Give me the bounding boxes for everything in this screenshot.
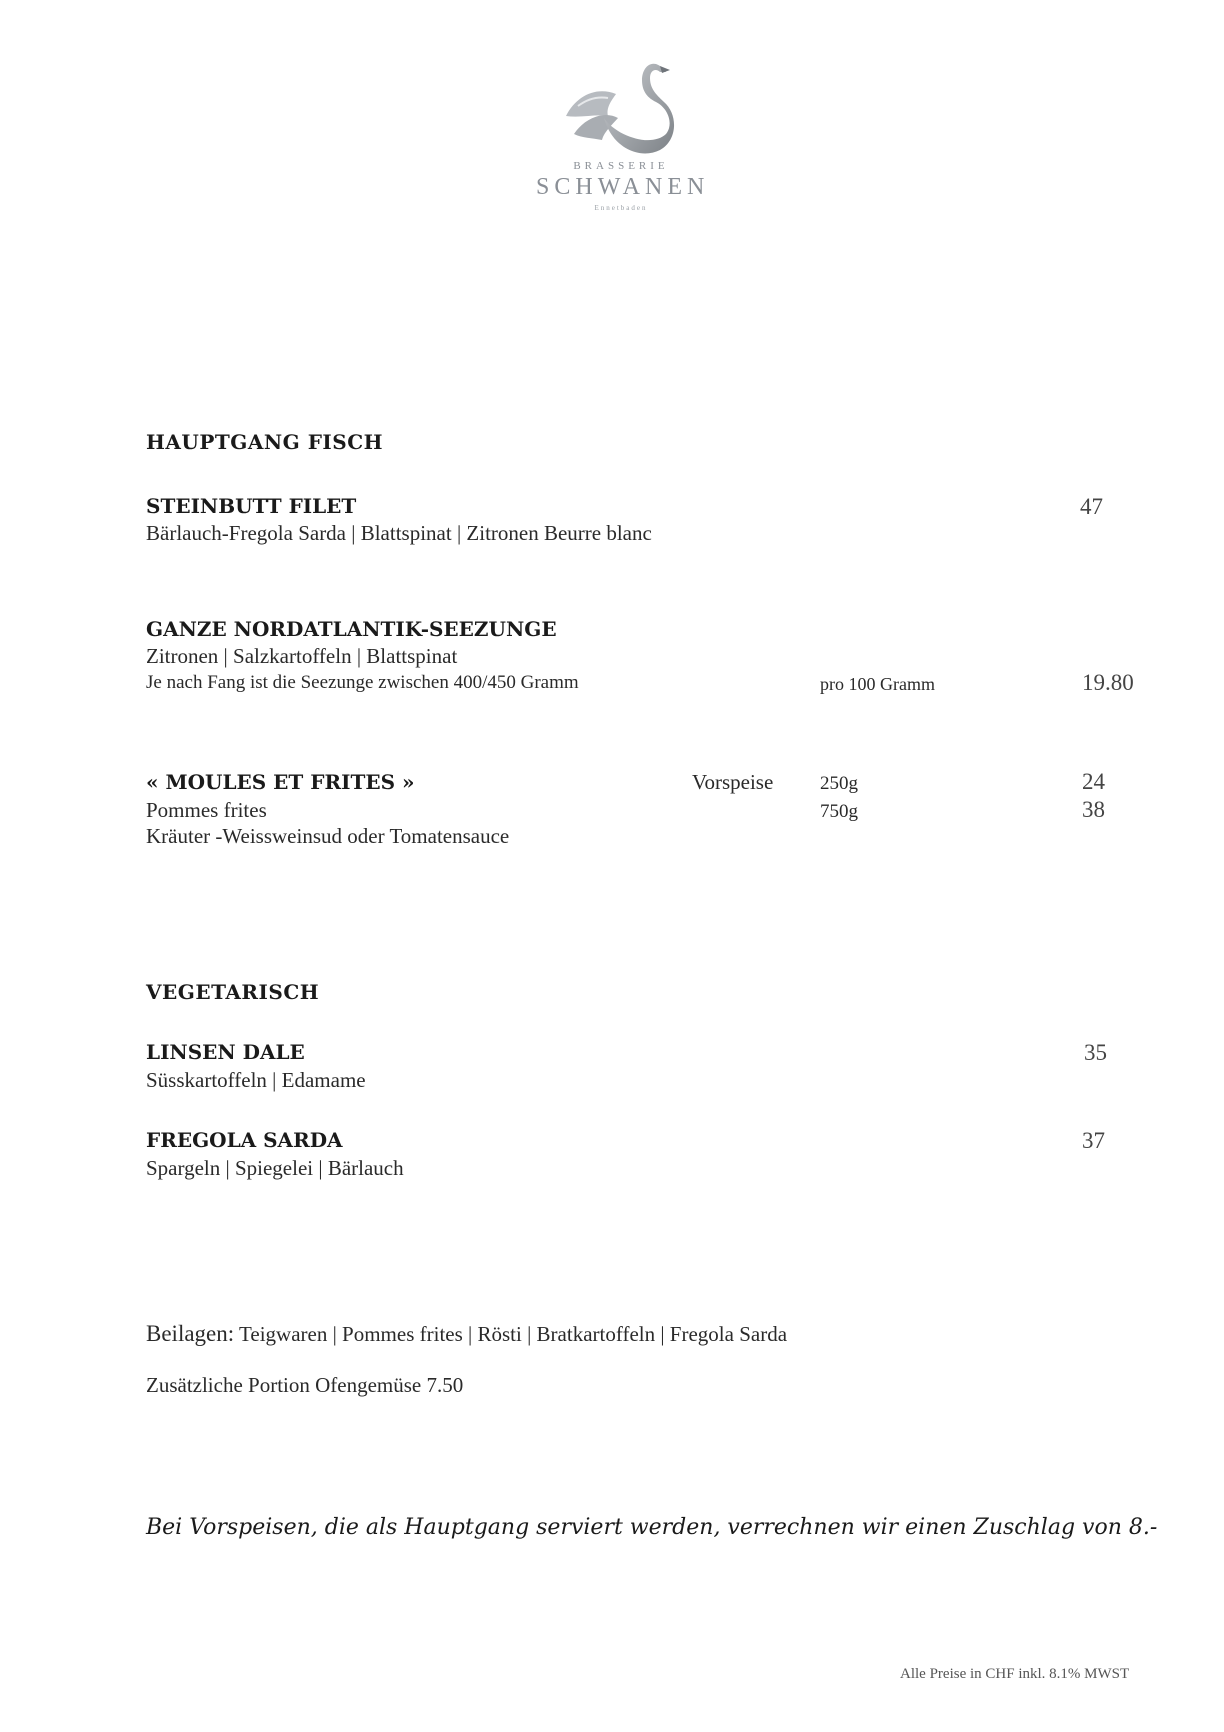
section-title-vegetarian: VEGETARISCH <box>146 980 320 1004</box>
dish-name-linsen: LINSEN DALE <box>146 1040 305 1064</box>
sides-extra: Zusätzliche Portion Ofengemüse 7.50 <box>146 1373 464 1397</box>
dish-desc-linsen: Süsskartoffeln | Edamame <box>146 1068 366 1092</box>
dish-size-moules-small: 250g <box>820 773 858 794</box>
dish-name-seezunge: GANZE NORDATLANTIK-SEEZUNGE <box>146 617 557 641</box>
dish-label-vorspeise: Vorspeise <box>692 770 774 794</box>
dish-name-steinbutt: STEINBUTT FILET <box>146 494 357 518</box>
swan-icon <box>556 56 686 161</box>
dish-name-moules: « MOULES ET FRITES » <box>146 770 415 794</box>
dish-name-fregola: FREGOLA SARDA <box>146 1128 343 1152</box>
dish-price-seezunge: 19.80 <box>1082 670 1134 695</box>
dish-price-steinbutt: 47 <box>1080 494 1103 519</box>
dish-desc-seezunge: Zitronen | Salzkartoffeln | Blattspinat <box>146 644 458 668</box>
dish-note-seezunge: Je nach Fang ist die Seezunge zwischen 400/450 Gramm <box>146 672 579 693</box>
section-title-fish: HAUPTGANG FISCH <box>146 430 384 454</box>
brand-logo <box>536 56 710 216</box>
brand-line-schwanen: SCHWANEN <box>536 174 710 200</box>
dish-desc-moules-1: Pommes frites <box>146 798 267 822</box>
surcharge-note: Bei Vorspeisen, die als Hauptgang serviert werden, verrechnen wir einen Zuschlag von 8.- <box>146 1515 1158 1540</box>
sides-items: Teigwaren | Pommes frites | Rösti | Bratkartoffeln | Fregola Sarda <box>239 1322 788 1346</box>
brand-line-location: Ennetbaden <box>594 204 648 212</box>
dish-desc-steinbutt: Bärlauch-Fregola Sarda | Blattspinat | Zitronen Beurre blanc <box>146 521 652 545</box>
dish-unit-seezunge: pro 100 Gramm <box>820 674 935 694</box>
dish-price-linsen: 35 <box>1084 1040 1107 1065</box>
dish-desc-moules-2: Kräuter -Weissweinsud oder Tomatensauce <box>146 824 510 848</box>
dish-price-moules-small: 24 <box>1082 769 1105 794</box>
dish-price-fregola: 37 <box>1082 1128 1105 1153</box>
sides-line <box>146 1321 787 1347</box>
dish-size-moules-large: 750g <box>820 801 858 822</box>
dish-price-moules-large: 38 <box>1082 797 1105 822</box>
sides-label: Beilagen: <box>146 1321 235 1346</box>
brand-line-brasserie: BRASSERIE <box>573 160 669 172</box>
dish-desc-fregola: Spargeln | Spiegelei | Bärlauch <box>146 1156 404 1180</box>
footer-price-note: Alle Preise in CHF inkl. 8.1% MWST <box>900 1666 1130 1682</box>
